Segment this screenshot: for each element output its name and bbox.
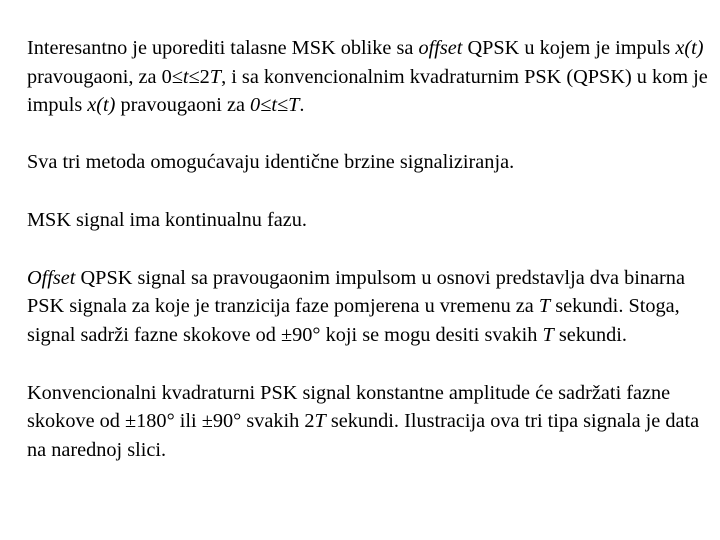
- text-segment-italic: x(t): [675, 37, 704, 59]
- text-segment: Interesantno je uporediti talasne MSK oblike sa: [27, 37, 419, 59]
- text-segment: sekundi.: [553, 323, 627, 346]
- text-segment: MSK signal ima kontinualnu fazu.: [27, 208, 307, 231]
- text-segment-italic: 0≤t≤T: [250, 94, 300, 117]
- text-segment: Sva tri metoda omogućavaju identične brzine signaliziranja.: [27, 151, 515, 174]
- text-segment-italic: t: [182, 65, 189, 88]
- text-segment: ≤2: [188, 65, 210, 88]
- text-segment-italic: T: [542, 323, 554, 346]
- text-segment-italic: T: [538, 295, 551, 318]
- text-segment: Konvencionalni kvadraturni PSK signal konstantne amplitude će sadržati fazne skokove od ±180° ili ±90° svakih 2: [27, 381, 671, 433]
- text-segment: .: [299, 94, 305, 117]
- text-segment: sekundi. Ilustracija ova tri tipa signala je data na narednoj slici.: [27, 410, 700, 462]
- text-segment-italic: Offset: [27, 266, 76, 289]
- paragraph-offset-qpsk: [27, 264, 715, 350]
- paragraph-msk-phase: [27, 206, 715, 235]
- text-segment: , i sa konvencionalnim kvadraturnim PSK (QPSK) u kom je impuls: [27, 65, 708, 117]
- text-segment: pravougaoni, za 0≤: [27, 65, 183, 88]
- document-body: [27, 34, 715, 494]
- text-segment-italic: offset: [418, 37, 463, 59]
- paragraph-msk-comparison: [27, 34, 715, 120]
- text-segment: sekundi. Stoga, signal sadrži fazne skokove od ±90° koji se mogu desiti svakih: [27, 295, 680, 346]
- text-segment-italic: T: [314, 410, 326, 433]
- text-segment: QPSK u kojem je impuls: [462, 37, 676, 59]
- paragraph-signaling-rates: [27, 148, 715, 177]
- text-segment-italic: T: [209, 65, 222, 88]
- text-segment: pravougaoni za: [115, 94, 251, 117]
- paragraph-conventional-qpsk: [27, 379, 715, 465]
- text-segment: QPSK signal sa pravougaonim impulsom u osnovi predstavlja dva binarna PSK signala za koje je tranzicija faze pomjerena u vremenu za: [27, 266, 685, 318]
- text-segment-italic: x(t): [87, 94, 116, 117]
